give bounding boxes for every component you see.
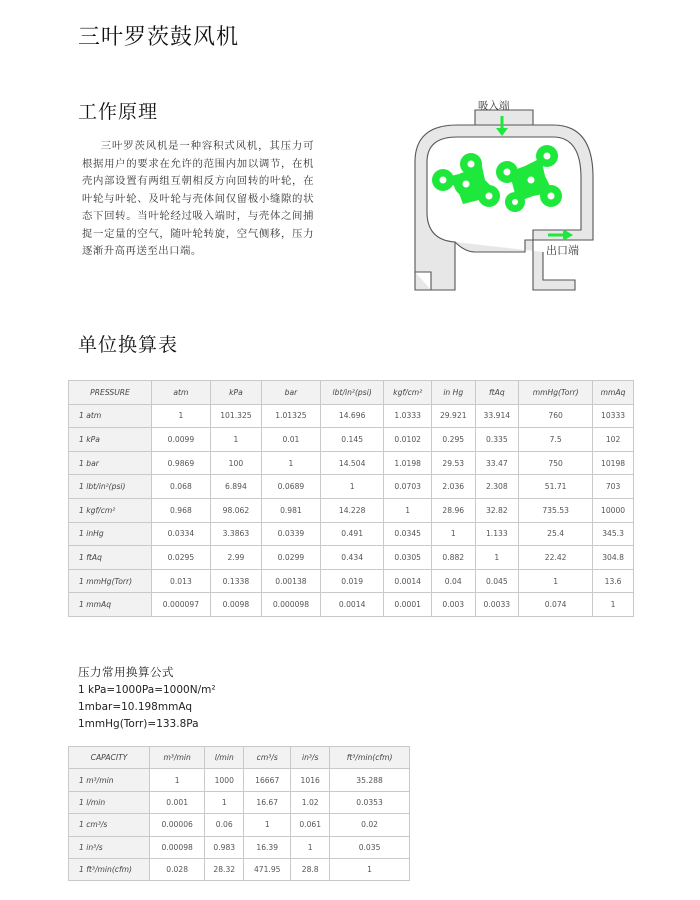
table-cell: 2.036	[431, 475, 475, 499]
table-cell: 0.02	[330, 814, 410, 836]
table-cell: 0.0703	[384, 475, 432, 499]
table-cell: 1.133	[475, 522, 519, 546]
header-cell: PRESSURE	[69, 381, 152, 405]
table-cell: 0.06	[205, 814, 244, 836]
table-row	[69, 404, 634, 428]
table-cell: 0.00138	[262, 569, 321, 593]
table-cell: 0.1338	[210, 569, 261, 593]
table-cell: 0.035	[330, 836, 410, 858]
header-cell: lbt/in²(psi)	[320, 381, 384, 405]
table-cell: 1	[244, 814, 291, 836]
table-cell: 0.295	[431, 428, 475, 452]
table-row	[69, 593, 634, 617]
table-cell: 0.882	[431, 546, 475, 570]
table-cell: 16.39	[244, 836, 291, 858]
table-row	[69, 475, 634, 499]
row-header-cell: 1 atm	[69, 404, 152, 428]
header-cell: mmAq	[593, 381, 634, 405]
table-cell: 0.000097	[152, 593, 211, 617]
header-cell: in Hg	[431, 381, 475, 405]
table-cell: 1.02	[291, 791, 330, 813]
table-cell: 0.983	[205, 836, 244, 858]
table-cell: 16.67	[244, 791, 291, 813]
row-header-cell: 1 m³/min	[69, 769, 150, 791]
row-header-cell: 1 ftAq	[69, 546, 152, 570]
header-cell: bar	[262, 381, 321, 405]
table-cell: 0.145	[320, 428, 384, 452]
table-cell: 25.4	[519, 522, 593, 546]
table-row	[69, 498, 634, 522]
table-row	[69, 769, 410, 791]
formula-title: 压力常用换算公式	[78, 665, 174, 679]
table-cell: 1.0198	[384, 451, 432, 475]
table-cell: 0.000098	[262, 593, 321, 617]
table-cell: 0.9869	[152, 451, 211, 475]
table-cell: 1	[431, 522, 475, 546]
table-header-row	[69, 381, 634, 405]
table-cell: 1	[150, 769, 205, 791]
impeller-left	[432, 153, 500, 207]
principle-text: 三叶罗茨风机是一种容积式风机，其压力可根据用户的要求在允许的范围内加以调节，在机壳内部设置有两组互朝相反方向回转的叶轮，在叶轮与叶轮、及叶轮与壳体间仅留极小缝隙的状态下回转。当叶轮经过吸入端时，与壳体之间捕捉一定量的空气，随叶轮转旋，空气侧移，压力逐渐升高再送至出口端。	[82, 140, 314, 257]
row-header-cell: 1 l/min	[69, 791, 150, 813]
table-cell: 1016	[291, 769, 330, 791]
roots-blower-diagram	[405, 92, 605, 297]
table-cell: 0.003	[431, 593, 475, 617]
table-cell: 0.00098	[150, 836, 205, 858]
header-cell: l/min	[205, 747, 244, 769]
table-row	[69, 814, 410, 836]
table-cell: 1	[384, 498, 432, 522]
table-cell: 6.894	[210, 475, 261, 499]
table-cell: 1	[330, 858, 410, 880]
table-cell: 14.696	[320, 404, 384, 428]
table-row	[69, 546, 634, 570]
table-cell: 10000	[593, 498, 634, 522]
row-header-cell: 1 in³/s	[69, 836, 150, 858]
table-cell: 703	[593, 475, 634, 499]
table-cell: 0.0339	[262, 522, 321, 546]
row-header-cell: 1 ft³/min(cfm)	[69, 858, 150, 880]
table-cell: 7.5	[519, 428, 593, 452]
table-cell: 3.3863	[210, 522, 261, 546]
formula-line: 1mmHg(Torr)=133.8Pa	[78, 718, 199, 730]
table-cell: 471.95	[244, 858, 291, 880]
table-cell: 0.074	[519, 593, 593, 617]
header-cell: in³/s	[291, 747, 330, 769]
table-cell: 0.0353	[330, 791, 410, 813]
table-cell: 1000	[205, 769, 244, 791]
header-cell: ft³/min(cfm)	[330, 747, 410, 769]
table-row	[69, 858, 410, 880]
table-cell: 100	[210, 451, 261, 475]
row-header-cell: 1 bar	[69, 451, 152, 475]
table-row	[69, 569, 634, 593]
table-row	[69, 428, 634, 452]
table-cell: 51.71	[519, 475, 593, 499]
table-cell: 102	[593, 428, 634, 452]
page-title: 三叶罗茨鼓风机	[78, 25, 240, 50]
table-cell: 0.0014	[320, 593, 384, 617]
header-cell: atm	[152, 381, 211, 405]
impeller-right	[496, 145, 562, 212]
capacity-conversion-table	[68, 746, 410, 881]
table-cell: 28.32	[205, 858, 244, 880]
table-cell: 1	[291, 836, 330, 858]
principle-heading: 工作原理	[78, 101, 159, 123]
table-cell: 345.3	[593, 522, 634, 546]
formula-line: 1 kPa=1000Pa=1000N/m²	[78, 684, 216, 696]
table-cell: 0.001	[150, 791, 205, 813]
header-cell: cm³/s	[244, 747, 291, 769]
pressure-conversion-table	[68, 380, 634, 617]
table-cell: 735.53	[519, 498, 593, 522]
table-cell: 14.228	[320, 498, 384, 522]
row-header-cell: 1 inHg	[69, 522, 152, 546]
header-cell: CAPACITY	[69, 747, 150, 769]
header-cell: mmHg(Torr)	[519, 381, 593, 405]
table-cell: 16667	[244, 769, 291, 791]
table-cell: 1.0333	[384, 404, 432, 428]
table-cell: 0.968	[152, 498, 211, 522]
row-header-cell: 1 lbt/in²(psi)	[69, 475, 152, 499]
table-cell: 101.325	[210, 404, 261, 428]
row-header-cell: 1 kPa	[69, 428, 152, 452]
table-cell: 0.019	[320, 569, 384, 593]
table-heading: 单位换算表	[78, 334, 179, 356]
table-cell: 28.8	[291, 858, 330, 880]
header-cell: ftAq	[475, 381, 519, 405]
table-cell: 0.045	[475, 569, 519, 593]
table-row	[69, 522, 634, 546]
header-cell: m³/min	[150, 747, 205, 769]
table-cell: 0.04	[431, 569, 475, 593]
header-cell: kgf/cm²	[384, 381, 432, 405]
table-cell: 29.921	[431, 404, 475, 428]
table-cell: 0.061	[291, 814, 330, 836]
table-cell: 0.0014	[384, 569, 432, 593]
table-cell: 28.96	[431, 498, 475, 522]
table-cell: 2.99	[210, 546, 261, 570]
table-cell: 0.0345	[384, 522, 432, 546]
table-cell: 0.0099	[152, 428, 211, 452]
table-cell: 0.028	[150, 858, 205, 880]
table-cell: 32.82	[475, 498, 519, 522]
table-cell: 0.0102	[384, 428, 432, 452]
outlet-label: 出口端	[546, 244, 579, 257]
row-header-cell: 1 mmHg(Torr)	[69, 569, 152, 593]
row-header-cell: 1 kgf/cm²	[69, 498, 152, 522]
table-cell: 0.335	[475, 428, 519, 452]
table-cell: 0.0689	[262, 475, 321, 499]
table-cell: 0.013	[152, 569, 211, 593]
table-cell: 0.0299	[262, 546, 321, 570]
table-cell: 13.6	[593, 569, 634, 593]
table-cell: 1	[205, 791, 244, 813]
table-cell: 2.308	[475, 475, 519, 499]
table-cell: 1	[475, 546, 519, 570]
table-cell: 98.062	[210, 498, 261, 522]
table-cell: 1	[262, 451, 321, 475]
table-cell: 1.01325	[262, 404, 321, 428]
table-cell: 0.01	[262, 428, 321, 452]
table-cell: 1	[152, 404, 211, 428]
table-cell: 1	[320, 475, 384, 499]
row-header-cell: 1 cm³/s	[69, 814, 150, 836]
table-cell: 29.53	[431, 451, 475, 475]
table-cell: 0.0334	[152, 522, 211, 546]
table-cell: 33.47	[475, 451, 519, 475]
table-cell: 0.434	[320, 546, 384, 570]
table-cell: 0.0033	[475, 593, 519, 617]
table-cell: 0.0098	[210, 593, 261, 617]
table-row	[69, 791, 410, 813]
table-cell: 10198	[593, 451, 634, 475]
table-cell: 0.0305	[384, 546, 432, 570]
table-cell: 0.00006	[150, 814, 205, 836]
table-cell: 35.288	[330, 769, 410, 791]
table-cell: 0.0295	[152, 546, 211, 570]
table-cell: 304.8	[593, 546, 634, 570]
table-cell: 22.42	[519, 546, 593, 570]
table-cell: 0.491	[320, 522, 384, 546]
table-cell: 10333	[593, 404, 634, 428]
table-cell: 1	[210, 428, 261, 452]
table-row	[69, 451, 634, 475]
inlet-label: 吸入端	[478, 100, 510, 112]
table-cell: 1	[519, 569, 593, 593]
table-cell: 0.981	[262, 498, 321, 522]
formula-line: 1mbar=10.198mmAq	[78, 701, 192, 713]
table-cell: 750	[519, 451, 593, 475]
table-cell: 0.068	[152, 475, 211, 499]
table-cell: 760	[519, 404, 593, 428]
header-cell: kPa	[210, 381, 261, 405]
table-cell: 14.504	[320, 451, 384, 475]
blower-housing	[415, 110, 593, 290]
table-cell: 0.0001	[384, 593, 432, 617]
table-cell: 1	[593, 593, 634, 617]
table-row	[69, 836, 410, 858]
row-header-cell: 1 mmAq	[69, 593, 152, 617]
table-header-row	[69, 747, 410, 769]
table-cell: 33.914	[475, 404, 519, 428]
